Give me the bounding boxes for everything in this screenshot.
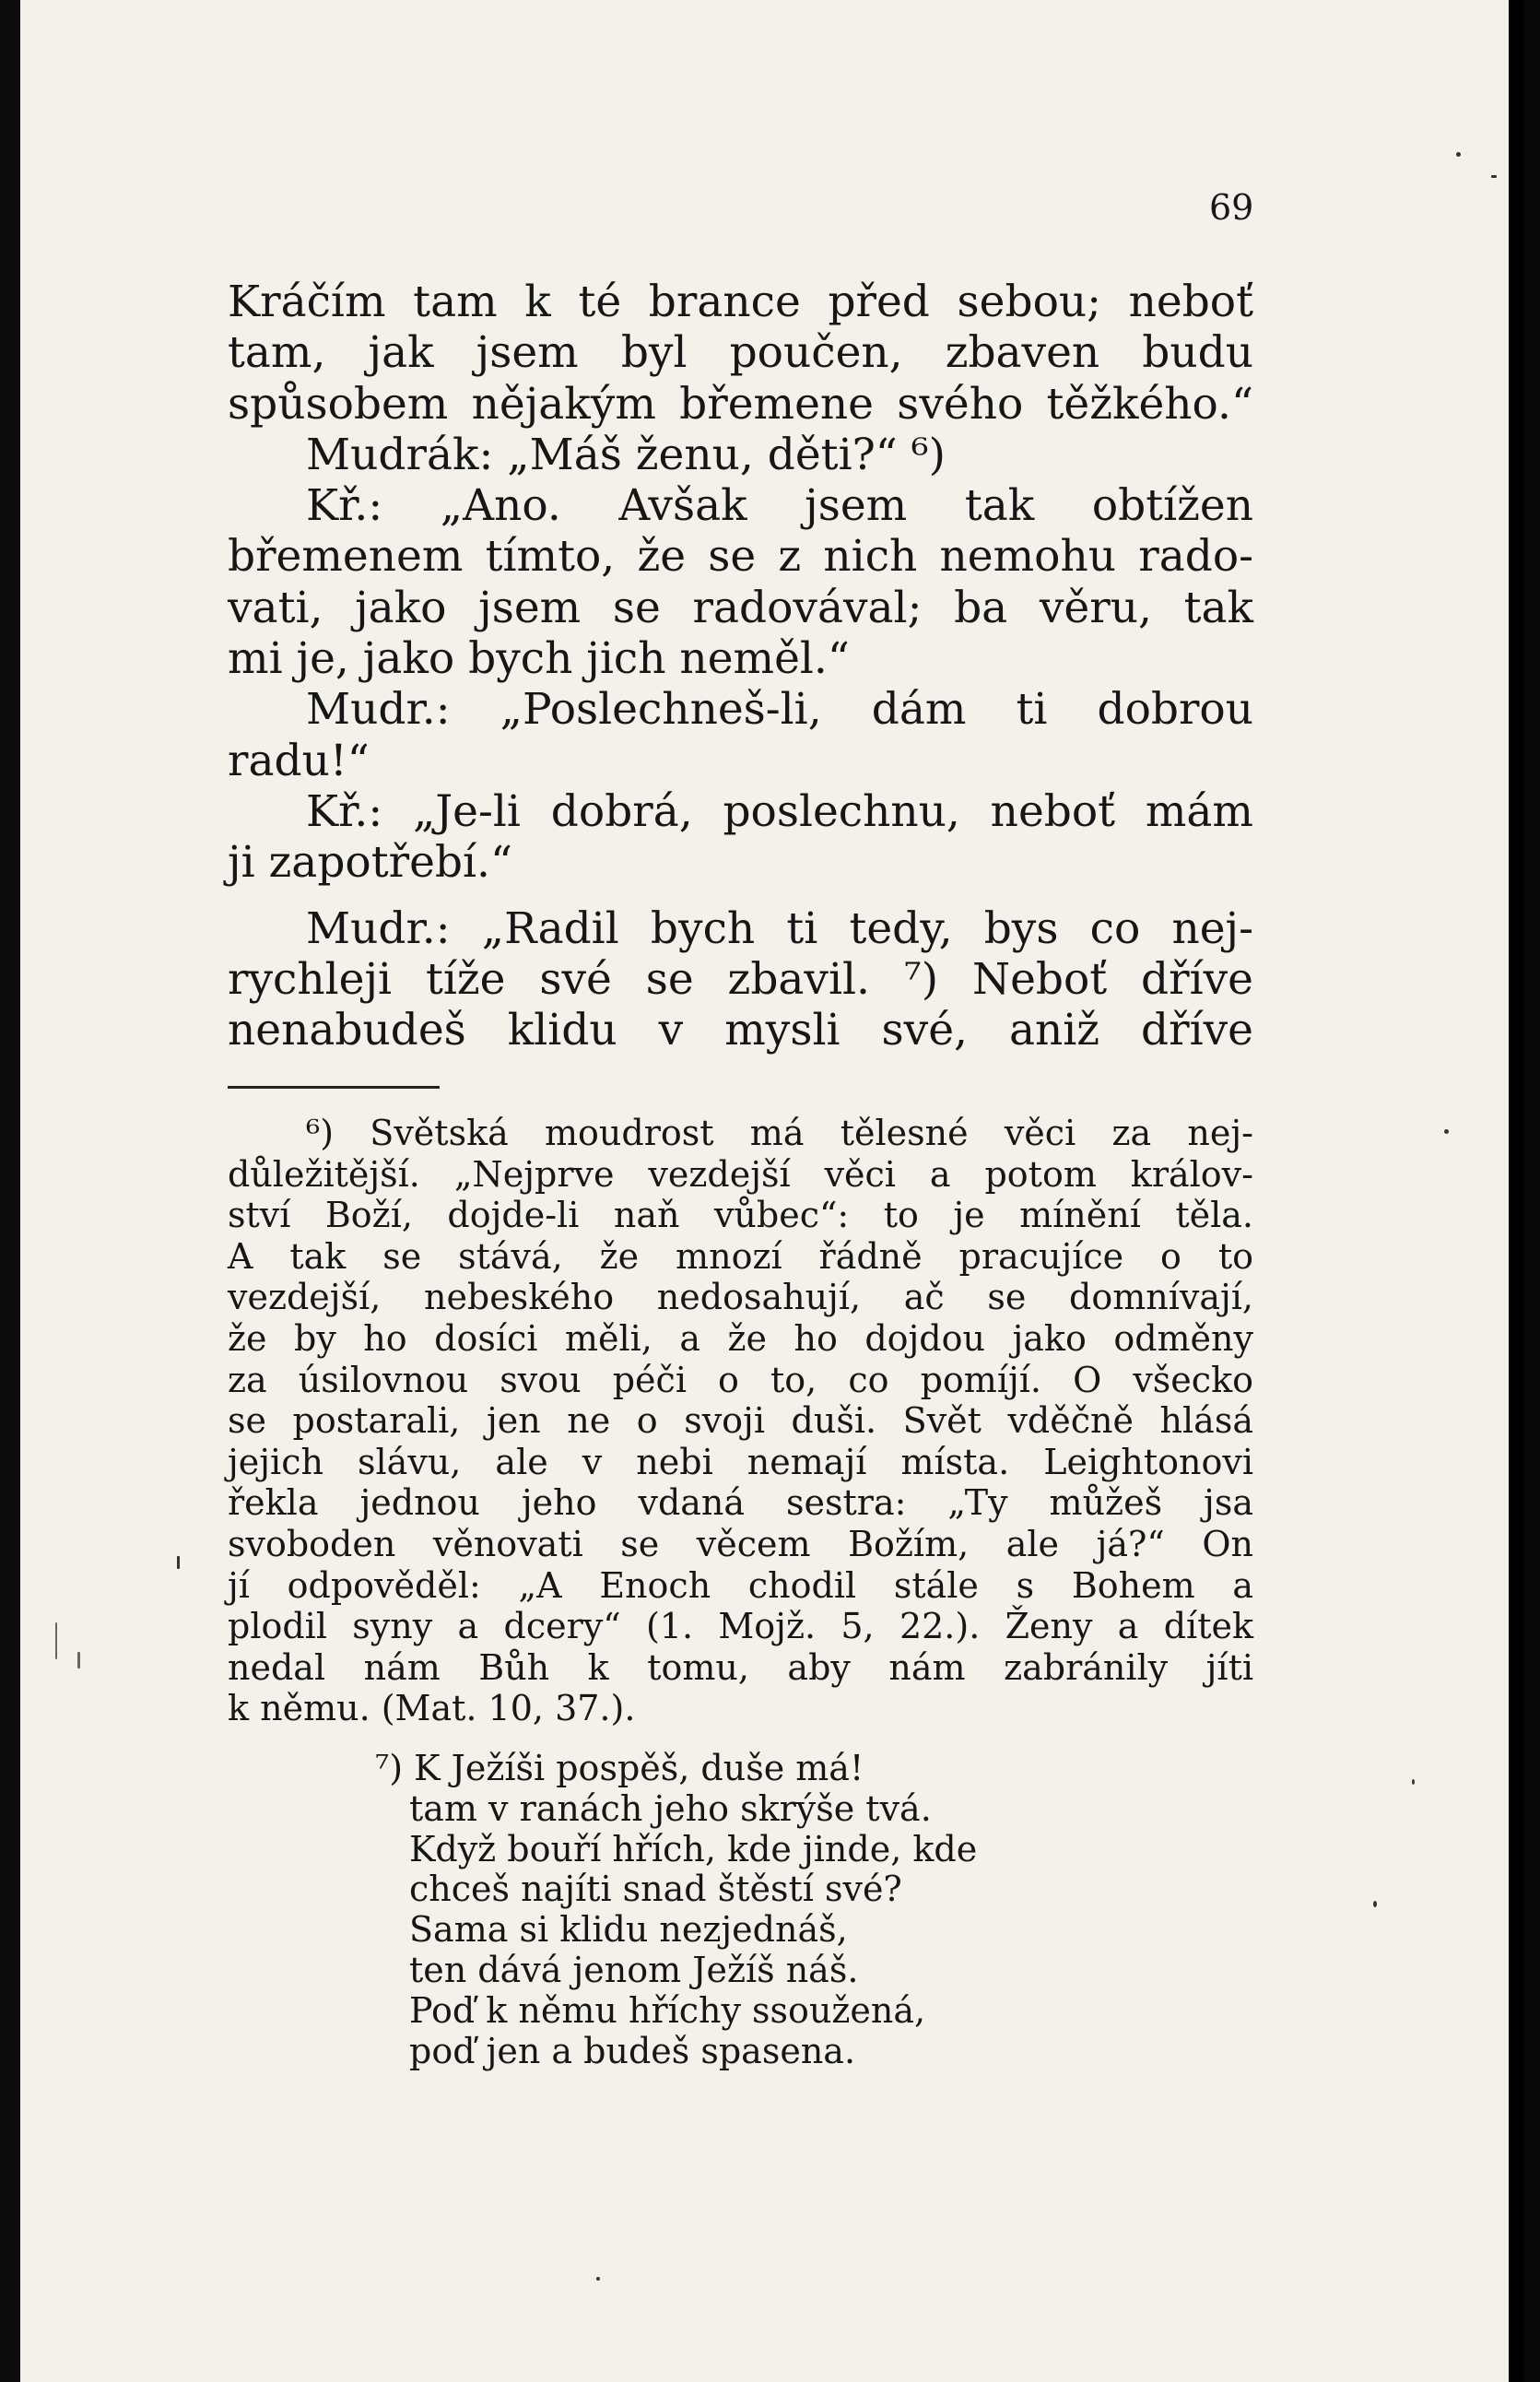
footnote-line: nedal nám Bůh k tomu, aby nám zabránily jíti bbox=[228, 1646, 1253, 1688]
footnote-line: ství Boží, dojde-li naň vůbec“: to je mínění těla. bbox=[228, 1195, 1253, 1236]
footnote-line: jejich slávu, ale v nebi nemají místa. Leightonovi bbox=[228, 1441, 1253, 1482]
poem-line: chceš najíti snad štěstí své? bbox=[409, 1869, 902, 1910]
poem-line: tam v ranách jeho skrýše tvá. bbox=[409, 1787, 932, 1829]
scan-speck bbox=[177, 1556, 180, 1569]
scan-speck bbox=[596, 2277, 600, 2281]
text-line: Mudr.: „Radil bych ti tedy, bys co nej- bbox=[306, 902, 1253, 954]
text-line: Mudrák: „Máš ženu, děti?“ ⁶) bbox=[306, 429, 946, 480]
poem-line: Sama si klidu nezjednáš, bbox=[409, 1909, 848, 1951]
scan-speck bbox=[1456, 152, 1461, 157]
text-line: radu!“ bbox=[228, 735, 370, 786]
scan-speck bbox=[1491, 175, 1497, 178]
footnote-line: za úsilovnou svou péči o to, co pomíjí. O všecko bbox=[228, 1359, 1253, 1400]
footnote-line: důležitější. „Nejprve vezdejší věci a potom králov- bbox=[228, 1153, 1253, 1195]
scan-speck bbox=[55, 1622, 57, 1659]
footnote-line: k němu. (Mat. 10, 37.). bbox=[228, 1688, 636, 1729]
footnote-line: ⁶) Světská moudrost má tělesné věci za nej- bbox=[306, 1113, 1253, 1153]
poem-line: Poď k němu hříchy ssoužená, bbox=[409, 1989, 926, 2031]
text-line: ji zapotřebí.“ bbox=[228, 837, 512, 889]
main-text bbox=[228, 277, 1253, 1055]
poem-line: ⁷) K Ježíši pospěš, duše má! bbox=[375, 1748, 864, 1788]
text-line: břemenem tímto, že se z nich nemohu rado- bbox=[228, 531, 1253, 583]
footnote-separator bbox=[228, 1086, 440, 1089]
footnote-line: že by ho dosíci měli, a že ho dojdou jako odměny bbox=[228, 1317, 1253, 1359]
text-line: Mudr.: „Poslechneš-li, dám ti dobrou bbox=[306, 684, 1253, 736]
footnote-line: jí odpověděl: „A Enoch chodil stále s Bohem a bbox=[228, 1564, 1253, 1606]
footnote-7-poem bbox=[375, 1749, 1112, 2071]
text-line: rychleji tíže své se zbavil. ⁷) Neboť dříve bbox=[228, 953, 1253, 1005]
text-line: Kř.: „Ano. Avšak jsem tak obtížen bbox=[306, 480, 1253, 532]
footnote-line: svoboden věnovati se věcem Božím, ale já?“ On bbox=[228, 1523, 1253, 1564]
scan-left-edge bbox=[0, 0, 20, 2382]
scan-speck bbox=[1412, 1779, 1415, 1785]
scan-speck bbox=[1373, 1901, 1377, 1907]
text-line: nenabudeš klidu v mysli své, aniž dříve bbox=[228, 1005, 1253, 1056]
footnote-line: plodil syny a dcery“ (1. Mojž. 5, 22.). Ženy a dítek bbox=[228, 1606, 1253, 1647]
footnote-line: se postarali, jen ne o svoji duši. Svět vděčně hlásá bbox=[228, 1400, 1253, 1442]
poem-line: ten dává jenom Ježíš náš. bbox=[409, 1949, 859, 1990]
text-line: tam, jak jsem byl poučen, zbaven budu bbox=[228, 327, 1253, 379]
footnote-line: vezdejší, nebeského nedosahují, ač se domnívají, bbox=[228, 1277, 1253, 1318]
text-line: Kř.: „Je-li dobrá, poslechnu, neboť mám bbox=[306, 785, 1253, 837]
footnote-6 bbox=[228, 1113, 1253, 1729]
scan-speck bbox=[77, 1652, 80, 1669]
text-line: mi je, jako bych jich neměl.“ bbox=[228, 633, 850, 685]
poem-line: poď jen a budeš spasena. bbox=[409, 2030, 856, 2071]
book-page bbox=[20, 0, 1509, 2382]
text-line: vati, jako jsem se radovával; ba věru, tak bbox=[228, 582, 1253, 633]
text-line: spůsobem nějakým břemene svého těžkého.“ bbox=[228, 378, 1253, 430]
text-line: Kráčím tam k té brance před sebou; neboť bbox=[228, 277, 1253, 327]
page-number: 69 bbox=[1209, 187, 1254, 228]
footnote-line: A tak se stává, že mnozí řádně pracujíce o to bbox=[228, 1235, 1253, 1277]
scan-right-edge bbox=[1524, 0, 1540, 2382]
footnote-line: řekla jednou jeho vdaná sestra: „Ty můžeš jsa bbox=[228, 1482, 1253, 1524]
poem-line: Když bouří hřích, kde jinde, kde bbox=[409, 1828, 978, 1869]
scan-speck bbox=[1444, 1129, 1449, 1134]
